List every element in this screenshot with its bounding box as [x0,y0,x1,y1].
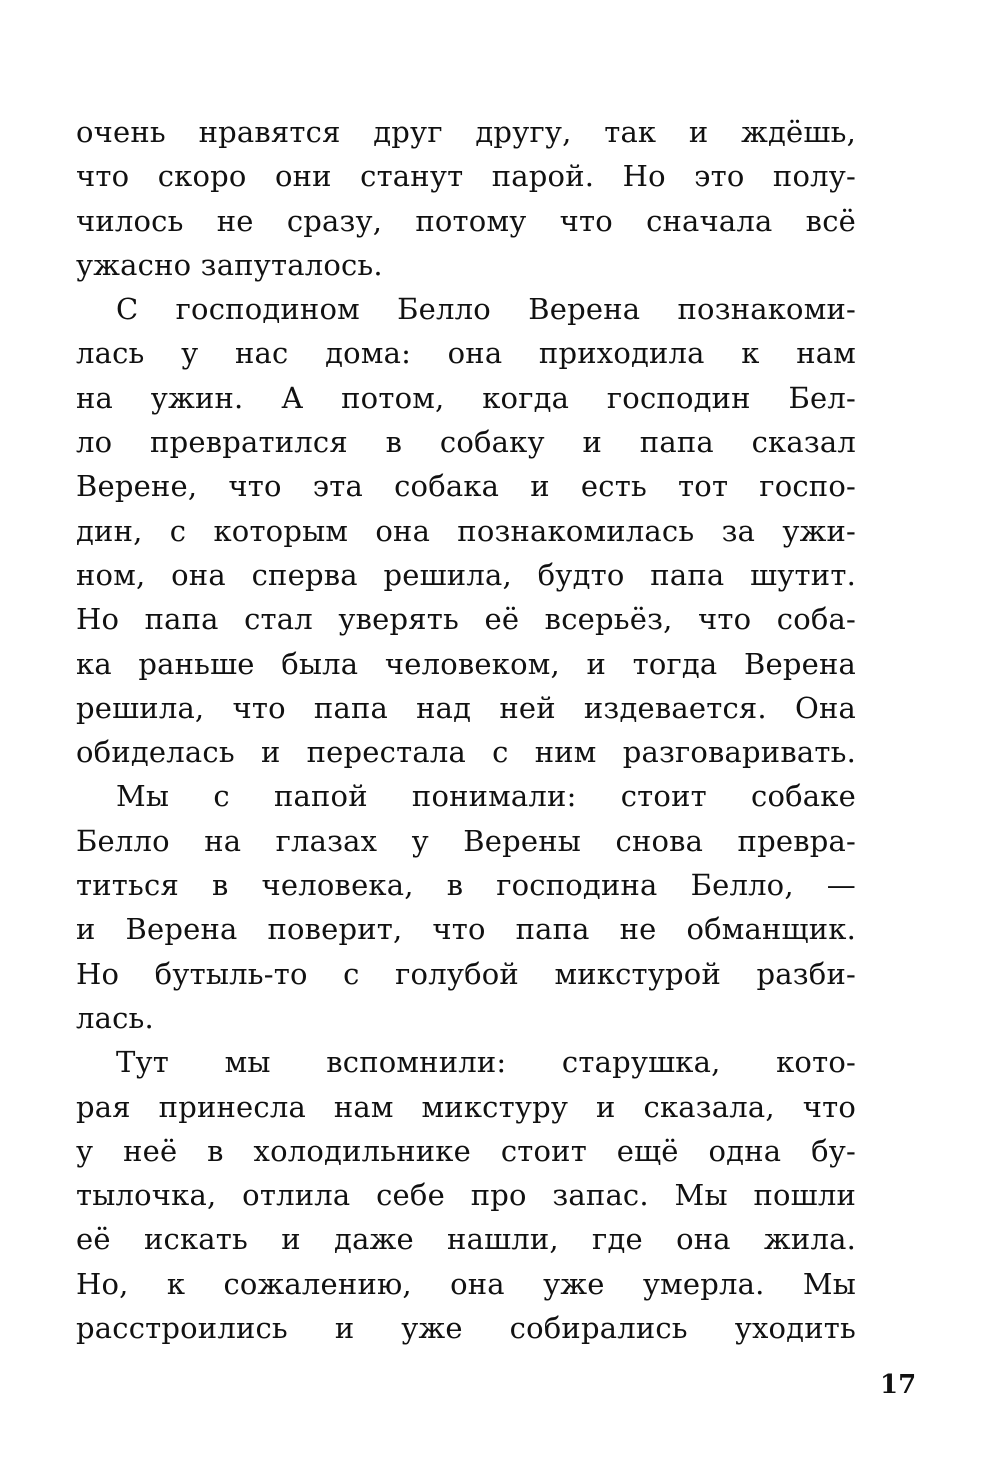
text-line: расстроились и уже собирались уходить [76,1311,856,1346]
text-line: Но папа стал уверять её всерьёз, что соба- [76,602,856,637]
text-line: решила, что папа над ней издевается. Она [76,690,856,725]
text-line: Мы с папой понимали: стоит собаке [116,779,856,814]
text-line: рая принесла нам микстуру и сказала, что [76,1089,856,1124]
text-line: Но, к сожалению, она уже умерла. Мы [76,1266,856,1301]
text-line: ло превратился в собаку и папа сказал [76,425,856,460]
text-line: лась у нас дома: она приходила к нам [76,336,856,371]
text-line: ужасно запуталось. [76,247,383,282]
text-line: что скоро они станут парой. Но это полу- [76,159,856,194]
text-line: её искать и даже нашли, где она жила. [76,1222,856,1257]
text-line: С господином Белло Верена познакоми- [116,292,856,327]
text-line: Тут мы вспомнили: старушка, кото- [116,1045,856,1080]
text-line: дин, с которым она познакомилась за ужи- [76,513,856,548]
text-line: очень нравятся друг другу, так и ждёшь, [76,115,856,149]
text-line: и Верена поверит, что папа не обманщик. [76,912,856,947]
text-line: лась. [76,1000,154,1035]
text-line: у неё в холодильнике стоит ещё одна бу- [76,1133,856,1168]
page-text [76,110,856,1350]
text-line: ка раньше была человеком, и тогда Верена [76,646,856,681]
text-line: тылочка, отлила себе про запас. Мы пошли [76,1178,856,1213]
page-number: 17 [880,1370,917,1400]
text-line: Верене, что эта собака и есть тот госпо- [76,469,856,504]
text-line: ном, она сперва решила, будто папа шутит. [76,557,856,592]
text-line: Но бутыль-то с голубой микстурой разби- [76,956,856,991]
text-line: титься в человека, в господина Белло, — [76,868,856,903]
text-line: на ужин. А потом, когда господин Бел- [76,380,856,415]
text-line: Белло на глазах у Верены снова превра- [76,823,856,858]
text-line: чилось не сразу, потому что сначала всё [76,203,856,238]
text-line: обиделась и перестала с ним разговаривать. [76,735,856,770]
